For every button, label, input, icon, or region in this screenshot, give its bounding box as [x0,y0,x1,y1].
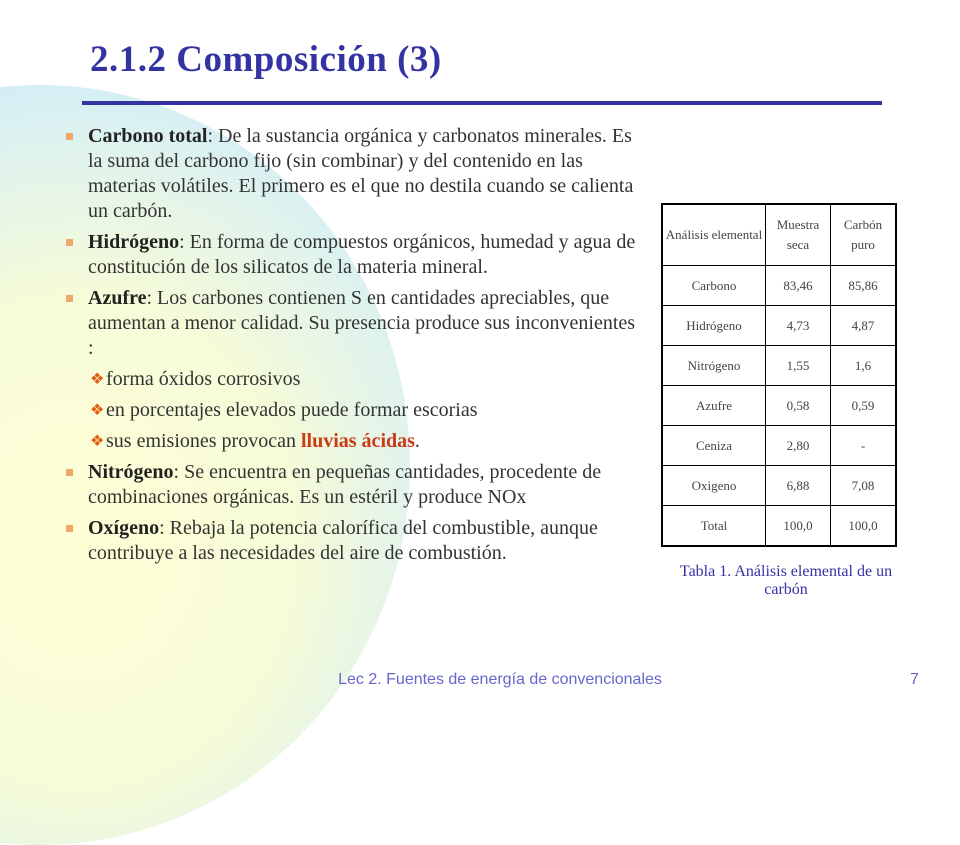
table-row [662,466,896,506]
table-cell: Hidrógeno [662,306,766,346]
table-row [662,506,896,547]
table-cell: 0,59 [831,386,897,426]
sub-text-3-prefix: sus emisiones provocan [106,430,301,452]
table-cell: 1,6 [831,346,897,386]
table-cell: 100,0 [766,506,831,547]
text-carbono: : De la sustancia orgánica y carbonatos minerales. Es la suma del carbono fijo (sin combinar) y del contenido en las materias volátiles. El primero es el que no destila cuando se calienta un carbón. [88,125,634,222]
text-azufre: : Los carbones contienen S en cantidades apreciables, que aumentan a menor calidad. Su presencia produce sus inconvenientes : [88,287,636,359]
table-row [662,306,896,346]
table-row [662,346,896,386]
text-nitrogeno: : Se encuentra en pequeñas cantidades, procedente de combinaciones orgánicas. Es un estéril y produce NOx [88,461,602,508]
term-oxigeno: Oxígeno [88,517,160,539]
elemental-analysis-table [661,203,897,547]
table-cell: - [831,426,897,466]
bullet-azufre [62,286,642,361]
bullet-nitrogeno [62,460,642,510]
text-hidrogeno: : En forma de compuestos orgánicos, humedad y agua de constitución de los silicatos de la materia mineral. [88,231,636,278]
bullet-hidrogeno [62,230,642,280]
bullet-carbono [62,124,642,224]
square-bullet-icon [66,295,73,302]
table-cell: Ceniza [662,426,766,466]
table-cell: Oxigeno [662,466,766,506]
table-header-row [662,204,896,266]
table-cell: Total [662,506,766,547]
highlight-lluvias-acidas: lluvias ácidas [300,430,415,452]
table-cell: 6,88 [766,466,831,506]
sub-text-3-suffix: . [414,430,420,452]
term-azufre: Azufre [88,287,147,309]
table-cell: 83,46 [766,266,831,306]
sub-text-1: forma óxidos corrosivos [106,368,301,390]
header-cell: Análisis elemental [662,204,766,266]
table-cell: 1,55 [766,346,831,386]
table-cell: Nitrógeno [662,346,766,386]
sub-text-2: en porcentajes elevados puede formar escorias [106,399,478,421]
text-oxigeno: : Rebaja la potencia calorífica del combustible, aunque contribuye a las necesidades del aire de combustión. [88,517,598,564]
title-underline [82,101,882,105]
table-cell: 2,80 [766,426,831,466]
term-nitrogeno: Nitrógeno [88,461,174,483]
square-bullet-icon [66,469,73,476]
header-cell: Carbón puro [831,204,897,266]
footer-lecture-title: Lec 2. Fuentes de energía de convencionales [338,671,662,688]
diamond-bullet-icon: ❖ [90,402,105,419]
square-bullet-icon [66,239,73,246]
square-bullet-icon [66,133,73,140]
bullet-oxigeno [62,516,642,566]
sub-bullet-3 [62,429,642,454]
table-cell: 85,86 [831,266,897,306]
page-number: 7 [910,671,919,688]
diamond-bullet-icon: ❖ [90,433,105,450]
table-row [662,426,896,466]
slide-title: 2.1.2 Composición (3) [90,39,442,80]
term-carbono: Carbono total [88,125,208,147]
square-bullet-icon [66,525,73,532]
table-row [662,386,896,426]
diamond-bullet-icon: ❖ [90,371,105,388]
table-caption: Tabla 1. Análisis elemental de un carbón [679,563,893,598]
sub-bullet-2 [62,398,642,423]
bullet-list [62,124,642,572]
table-cell: 100,0 [831,506,897,547]
header-cell: Muestra seca [766,204,831,266]
term-hidrogeno: Hidrógeno [88,231,180,253]
table-cell: Azufre [662,386,766,426]
table-row [662,266,896,306]
table-cell: 4,87 [831,306,897,346]
table-cell: 0,58 [766,386,831,426]
sub-bullet-1 [62,367,642,392]
table-cell: 4,73 [766,306,831,346]
table-cell: 7,08 [831,466,897,506]
table-cell: Carbono [662,266,766,306]
